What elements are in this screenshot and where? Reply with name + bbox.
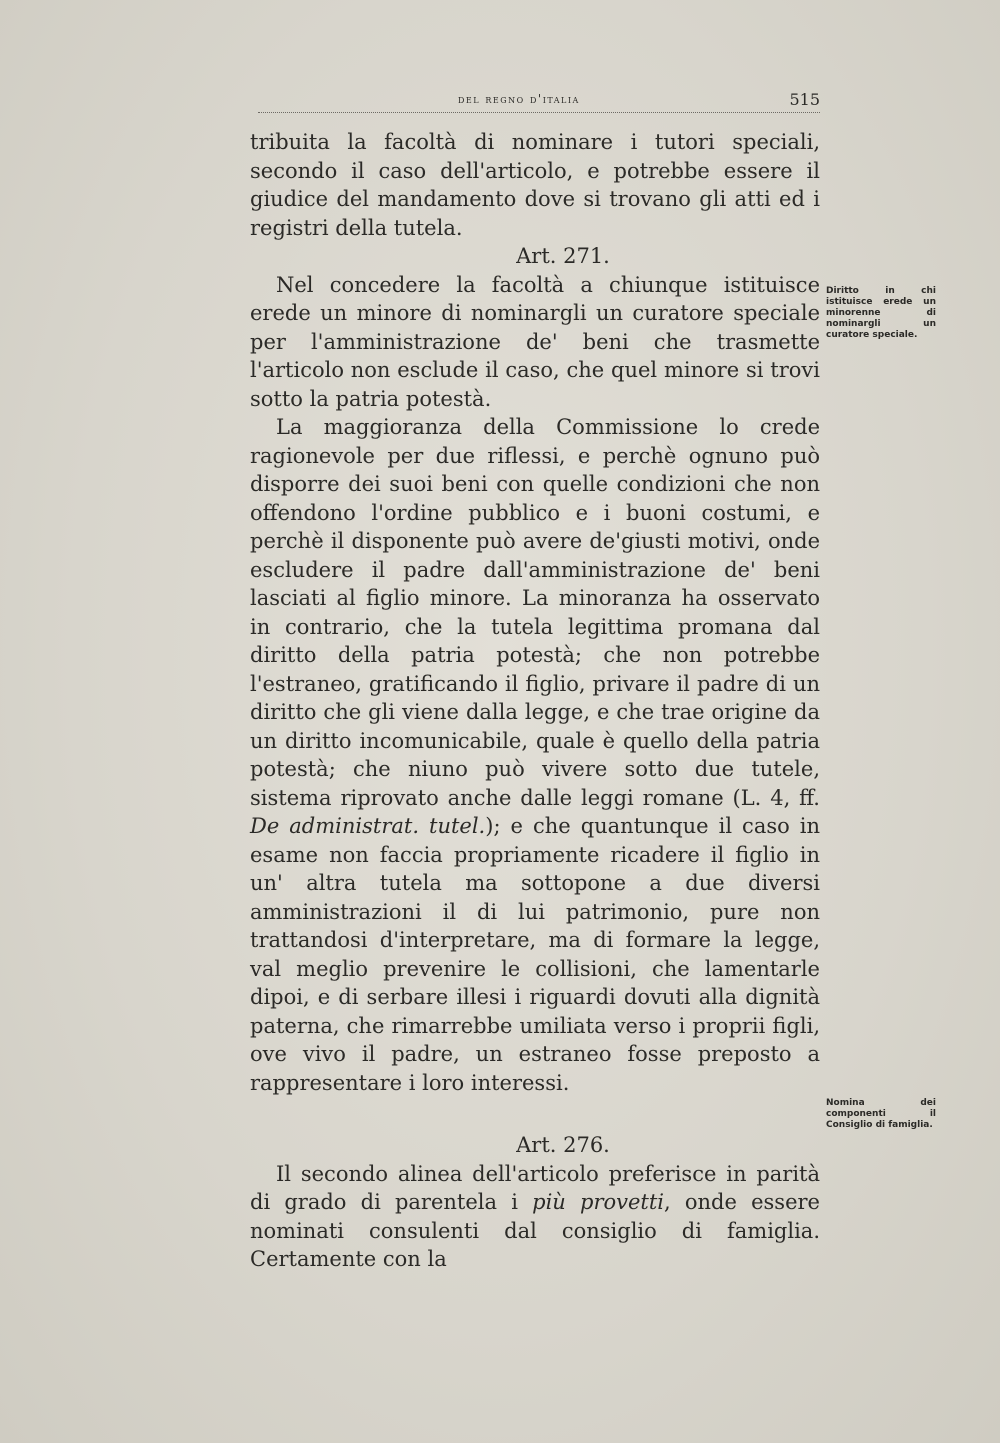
page-number: 515 <box>789 90 820 109</box>
running-head <box>258 90 820 113</box>
italic-phrase: più provetti <box>532 1190 665 1214</box>
paragraph-majority-minority <box>250 413 820 1097</box>
paragraph-continued: tribuita la facoltà di nominare i tutori speciali, secondo il caso dell'articolo, e potrebbe essere il giudice del mandamento dove si trovano gli atti ed i registri della tutela. <box>250 130 820 240</box>
margin-note-curatore: Diritto in chi istituisce erede un minorenne di nominargli un curatore speciale. <box>826 286 936 340</box>
paragraph-text: , onde essere nominati consulenti dal consiglio di famiglia. Certamente con la <box>250 1190 820 1271</box>
paragraph-art-276 <box>250 1160 820 1274</box>
margin-note-consiglio: Nomina dei componenti il Consiglio di famiglia. <box>826 1098 936 1130</box>
running-title: del regno d'italia <box>458 92 580 106</box>
paragraph-text: La maggioranza della Commissione lo crede ragionevole per due riflessi, e perchè ognuno può disporre dei suoi beni con quelle condizioni che non offendono l'ordine pubblico e i buoni costumi, e perchè il disponente può avere de'giusti motivi, onde escludere il padre dall'amministrazione de' beni lasciati al figlio minore. La minoranza ha osservato in contrario, che la tutela legittima promana dal diritto della patria potestà; che non potrebbe l'estraneo, gratificando il figlio, privare il padre di un diritto che gli viene dalla legge, e che trae origine da un diritto incomunicabile, quale è quello della patria potestà; che niuno può vivere sotto due tutele, sistema riprovato anche dalle leggi romane (L. 4, ff. <box>250 415 820 810</box>
paragraph-text: Il secondo alinea dell'articolo preferisce in parità di grado di parentela i <box>250 1161 820 1214</box>
paragraph-text: ); e che quantunque il caso in esame non faccia propriamente ricadere il figlio in un' altra tutela ma sottopone a due diversi amministrazioni il di lui patrimonio, pure non trattandosi d'interpretare, ma di formare la legge, val meglio prevenire le collisioni, che lamentarle dipoi, e di serbare illesi i riguardi dovuti alla dignità paterna, che rimarrebbe umiliata verso i proprii figli, ove vivo il padre, un estraneo fosse preposto a rappresentare i loro interessi. <box>250 814 821 1095</box>
article-heading-271: Art. 271. <box>516 244 610 268</box>
article-heading-276: Art. 276. <box>516 1133 610 1157</box>
citation-italic: De administrat. tutel. <box>250 814 486 838</box>
body-text <box>250 128 820 1274</box>
paragraph-art-271: Nel concedere la facoltà a chiunque istituisce erede un minore di nominargli un curatore speciale per l'amministrazione de' beni che trasmette l'articolo non esclude il caso, che quel minore si trovi sotto la patria potestà. <box>250 272 820 411</box>
